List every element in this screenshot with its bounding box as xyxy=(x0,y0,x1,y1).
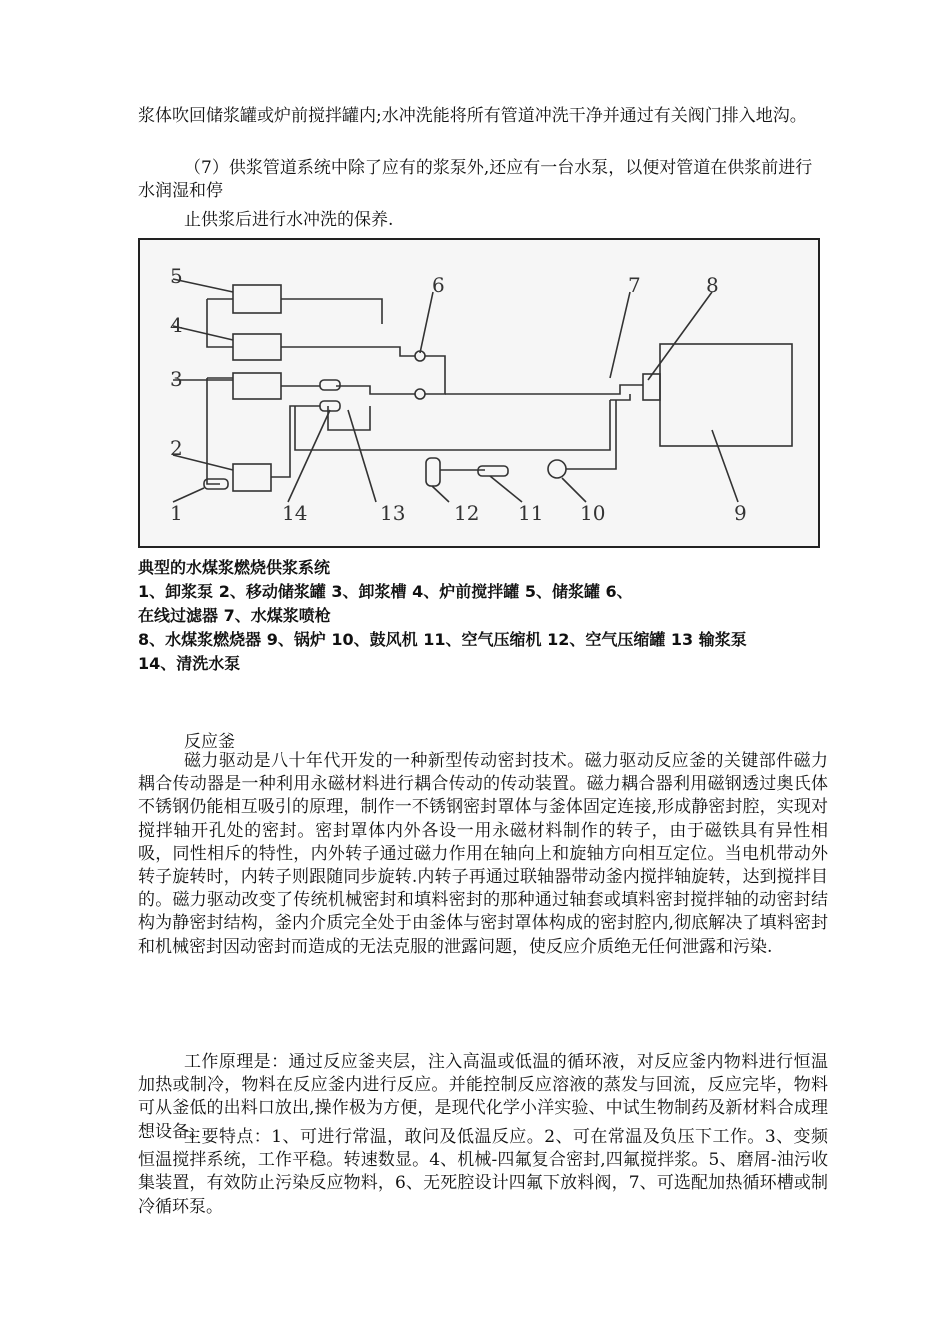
label-9: 9 xyxy=(734,501,747,525)
box-8-burner xyxy=(643,374,660,400)
label-1: 1 xyxy=(170,501,183,525)
label-5: 5 xyxy=(170,264,183,288)
figure-caption-line-1: 1、卸浆泵 2、移动储浆罐 3、卸浆槽 4、炉前搅拌罐 5、储浆罐 6、 xyxy=(138,582,633,601)
label-8: 8 xyxy=(706,273,719,297)
label-7: 7 xyxy=(628,273,641,297)
diagram-svg xyxy=(140,240,822,550)
label-2: 2 xyxy=(170,436,183,460)
label-12: 12 xyxy=(454,501,480,525)
label-3: 3 xyxy=(170,367,183,391)
paragraph-item-7: （7）供浆管道系统中除了应有的浆泵外,还应有一台水泵，以便对管道在供浆前进行水润湿和停 xyxy=(138,158,813,201)
body-paragraph-magnetic-drive: 磁力驱动是八十年代开发的一种新型传动密封技术。磁力驱动反应釜的关键部件磁力耦合传动器是一种利用永磁材料进行耦合传动的传动装置。磁力耦合器利用磁钢透过奥氏体不锈钢仍能相互吸引的原理，制作一不锈钢密封罩体与釜体固定连接,形成静密封腔，实现对搅拌轴开孔处的密封。密封罩体内外各设一用永磁材料制作的转子，由于磁铁具有异性相吸，同性相斥的特性，内外转子通过磁力作用在轴向上和旋轴方向相互定位。当电机带动外转子旋转时，内转子则跟随同步旋转.内转子再通过联轴器带动釜内搅拌轴旋转，达到搅拌目的。磁力驱动改变了传统机械密封和填料密封的那种通过轴套或填料密封搅拌轴的动密封结构为静密封结构，釜内介质完全处于由釜体与密封罩体构成的密封腔内,彻底解决了填料密封和机械密封因动密封而造成的无法克服的泄露问题，使反应介质绝无任何泄露和污染. xyxy=(138,751,828,957)
pump-13 xyxy=(320,380,340,390)
box-4-stirring-tank xyxy=(233,334,281,360)
body-paragraph-working-principle: 工作原理是：通过反应釜夹层，注入高温或低温的循环液，对反应釜内物料进行恒温加热或制冷，物料在反应釜内进行反应。并能控制反应溶液的蒸发与回流，反应完毕，物料可从釜低的出料口放出,操作极为方便，是现代化学小洋实验、中试生物制药及新材料合成理想设备。 xyxy=(138,1052,828,1142)
box-9-boiler xyxy=(660,344,792,446)
section-heading: 反应釜 xyxy=(184,732,235,752)
figure-caption-line-4: 14、清洗水泵 xyxy=(138,654,241,673)
label-4: 4 xyxy=(170,313,183,337)
label-14: 14 xyxy=(282,501,308,525)
filter-6-circle-b xyxy=(415,389,425,399)
figure-caption-title: 典型的水煤浆燃烧供浆系统 xyxy=(138,558,331,577)
blower-10-circle xyxy=(548,460,566,478)
figure-caption-line-2: 在线过滤器 7、水煤浆喷枪 xyxy=(138,606,331,625)
compressor-11 xyxy=(478,466,508,476)
box-2-mobile-tank xyxy=(233,464,271,491)
paragraph-continuation: 止供浆后进行水冲洗的保养. xyxy=(184,210,394,230)
figure-caption-line-3: 8、水煤浆燃烧器 9、锅炉 10、鼓风机 11、空气压缩机 12、空气压缩罐 13 输浆泵 xyxy=(138,630,747,649)
label-11: 11 xyxy=(518,501,544,525)
paragraph-line-1: 浆体吹回储浆罐或炉前搅拌罐内;水冲洗能将所有管道冲洗干净并通过有关阀门排入地沟。 xyxy=(138,106,807,126)
label-10: 10 xyxy=(580,501,606,525)
body-paragraph-main-features: 主要特点：1、可进行常温，敢问及低温反应。2、可在常温及负压下工作。3、变频恒温搅拌系统，工作平稳。转速数显。4、机械-四氟复合密封,四氟搅拌浆。5、磨屑-油污收集装置，有效防止污染反应物料，6、无死腔设计四氟下放料阀，7、可选配加热循环槽或制冷循环泵。 xyxy=(138,1127,828,1217)
label-13: 13 xyxy=(380,501,406,525)
pump-14 xyxy=(320,401,340,411)
box-3-unloading-trough xyxy=(233,373,281,399)
tank-12 xyxy=(426,458,440,486)
label-6: 6 xyxy=(432,273,445,297)
box-5-storage-tank xyxy=(233,285,281,313)
system-diagram xyxy=(138,238,820,548)
